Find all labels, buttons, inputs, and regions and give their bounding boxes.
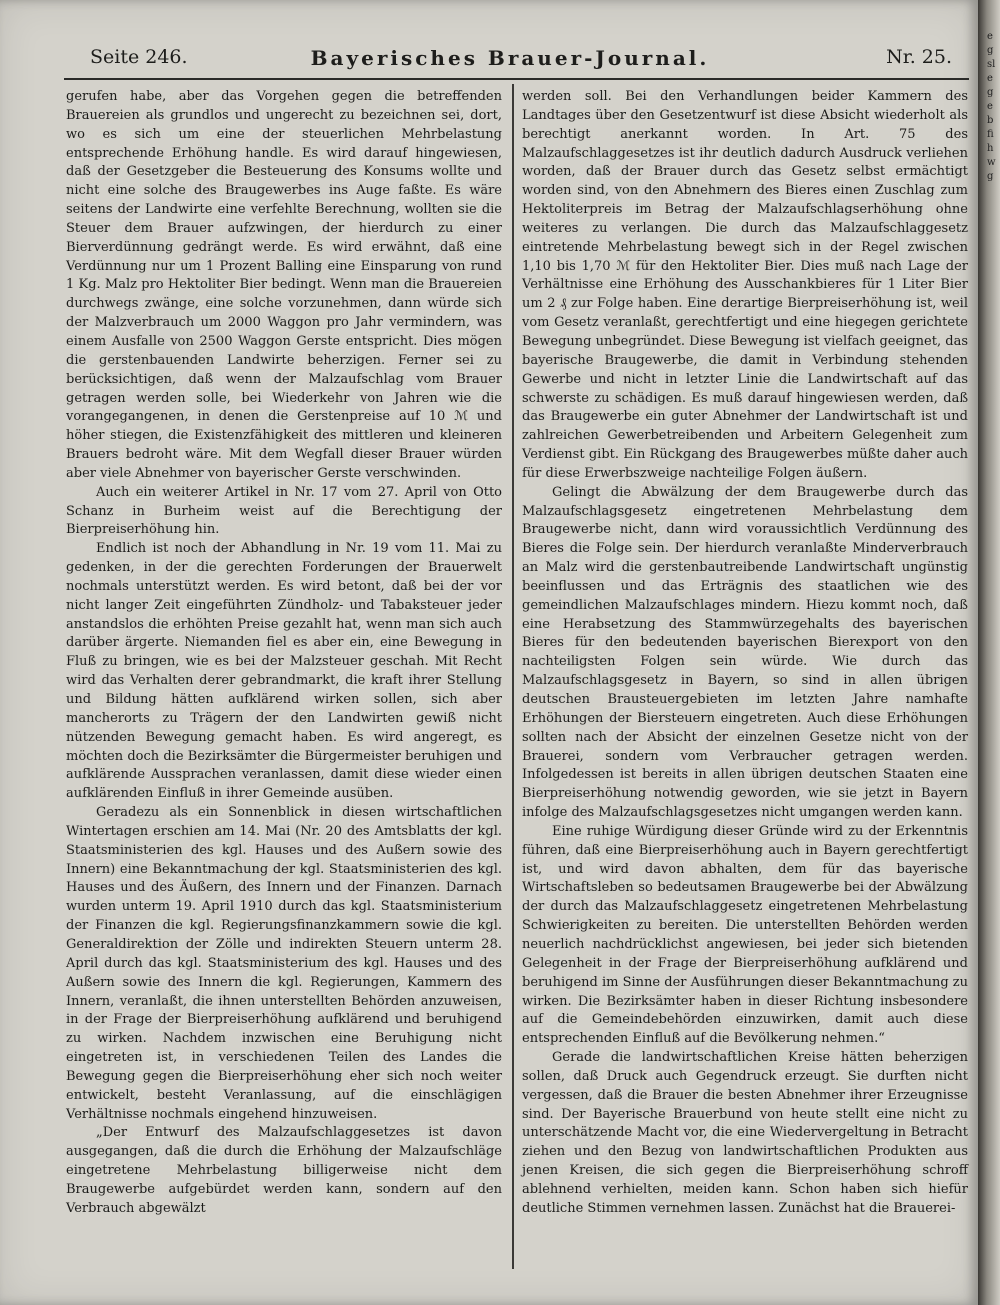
paragraph: Auch ein weiterer Artikel in Nr. 17 vom 27. April von Otto Schanz in Burheim weist auf die Berechtigung der Bierpreiserhöhung hin. bbox=[66, 484, 502, 538]
paragraph: gerufen habe, aber das Vorgehen gegen die betreffenden Brauereien als grundlos und ungerecht zu bezeichnen sei, dort, wo es sich um eine der steuerlichen Mehrbelastung entsprechende Erhöhung handle. Es wird darauf hingewiesen, daß der Gesetzgeber die Besteuerung des Konsums wollte und nicht eine solche des Braugewerbes ins Auge faßte. Es wäre seitens der Landwirte eine verfehlte Berechnung, wollten sie die Steuer dem Brauer aufzwingen, der hierdurch zu einer Bierverdünnung gedrängt werde. Es wird erwähnt, daß eine Verdünnung nur um 1 Prozent Balling eine Einsparung von rund 1 Kg. Malz pro Hektoliter Bier bedingt. Wenn man die Brauereien durchwegs zwänge, eine solche vorzunehmen, dann würde sich der Malzverbrauch um 2000 Waggon pro Jahr vermindern, was einem Ausfalle von 2500 Waggon Gerste entspricht. Dies mögen die gerstenbauenden Landwirte beherzigen. Ferner sei zu berücksichtigen, daß wenn der Malzaufschlag vom Brauer getragen werden solle, bei Wiederkehr von Jahren wie die vorangegangenen, in denen die Gerstenpreise auf 10 ℳ und höher stiegen, die Existenzfähigkeit des mittleren und kleineren Brauers bedroht wäre. Mit dem Wegfall dieser Brauer würden aber viele Abnehmer von bayerischer Gerste verschwinden. bbox=[66, 89, 502, 481]
page-number: Seite 246. bbox=[90, 46, 188, 68]
paragraph: Eine ruhige Würdigung dieser Gründe wird zu der Erkenntnis führen, daß eine Bierpreiserhöhung auch in Bayern gerechtfertigt ist, und wird davon abhalten, dem für das bayerische Wirtschaftsleben so bedeutsamen Braugewerbe bei der Abwälzung der durch das Malzaufschlaggesetz eingetretenen Mehrbelastung Schwierigkeiten zu bereiten. Die unterstellten Behörden werden neuerlich nachdrücklichst angewiesen, bei jeder sich bietenden Gelegenheit in der Frage der Bierpreiserhöhung aufklärend und beruhigend im Sinne der Ausführungen dieser Bekanntmachung zu wirken. Die Bezirksämter haben in dieser Richtung insbesondere auf die Gemeindebehörden einzuwirken, damit auch diese entsprechenden Einfluß auf die Bevölkerung nehmen.“ bbox=[522, 823, 968, 1047]
journal-title: Bayerisches Brauer-Journal. bbox=[310, 46, 710, 70]
paragraph: Gerade die landwirtschaftlichen Kreise hätten beherzigen sollen, daß Druck auch Gegendruck erzeugt. Sie durften nicht vergessen, daß die Brauer die besten Abnehmer ihrer Erzeugnisse sind. Der Bayerische Brauerbund von heute stellt eine nicht zu unterschätzende Macht vor, die eine Wiedervergeltung in Betracht ziehen und den Bezug von landwirtschaftlichen Produkten aus jenen Kreisen, die sich gegen die Bierpreiserhöhung schroff ablehnend verhielten, meiden kann. Schon haben sich hiefür deutliche Stimmen vernehmen lassen. Zunächst hat die Brauerei- bbox=[522, 1050, 968, 1216]
paragraph: Gelingt die Abwälzung der dem Braugewerbe durch das Malzaufschlagsgesetz eingetretenen Mehrbelastung dem Braugewerbe nicht, dann wird voraussichtlich Verdünnung des Bieres die Folge sein. Der hierdurch veranlaßte Minderverbrauch an Malz wird die gerstenbautreibende Landwirtschaft ungünstig beeinflussen und das Erträgnis des staatlichen wie des gemeindlichen Malzaufschlages mindern. Hiezu kommt noch, daß eine Herabsetzung des Stammwürzegehalts des bayerischen Bieres für den bedeutenden bayerischen Bierexport von den nachteiligsten Folgen sein würde. Wie durch das Malzaufschlagsgesetz in Bayern, so sind in allen übrigen deutschen Brausteuergebieten im letzten Jahre namhafte Erhöhungen der Biersteuern eingetreten. Auch diese Erhöhungen sollten nach der Absicht der einzelnen Gesetze nicht von der Brauerei, sondern vom Verbraucher getragen werden. Infolgedessen ist bereits in allen übrigen deutschen Staaten eine Bierpreiserhöhung notwendig geworden, wie sie jetzt in Bayern infolge des Malzaufschlagsgesetzes nicht umgangen werden kann. bbox=[522, 484, 968, 821]
paragraph: Geradezu als ein Sonnenblick in diesen wirtschaftlichen Wintertagen erschien am 14. Mai (Nr. 20 des Amtsblatts der kgl. Staatsministerien des kgl. Hauses und des Außern sowie des Innern) eine Bekanntmachung der kgl. Staatsministerien des kgl. Hauses und des Äußern, des Innern und der Finanzen. Darnach wurden unterm 19. April 1910 durch das kgl. Staatsministerium der Finanzen die kgl. Regierungsfinanzkammern sowie die kgl. Generaldirektion der Zölle und indirekten Steuern unterm 28. April durch das kgl. Staatsministerium des kgl. Hauses und des Außern sowie des Innern die kgl. Regierungen, Kammern des Innern, veranlaßt, die ihnen unterstellten Behörden anzuweisen, in der Frage der Bierpreiserhöhung aufklärend und beruhigend zu wirken. Nachdem inzwischen eine Beruhigung nicht eingetreten ist, in verschiedenen Teilen des Landes die Bewegung gegen die Bierpreiserhöhung eher sich noch weiter entwickelt, besteht Veranlassung, auf die einschlägigen Verhältnisse nochmals eingehend hinzuweisen. bbox=[66, 805, 502, 1122]
facing-page-fragments: e g sl e g e b fi h w g bbox=[987, 31, 996, 182]
paragraph: „Der Entwurf des Malzaufschlaggesetzes ist davon ausgegangen, daß die durch die Erhöhung der Malzaufschläge eingetretene Mehrbelastung billigerweise nicht dem Braugewerbe aufgebürdet werden kann, sondern auf den Verbrauch abgewälzt bbox=[66, 1125, 502, 1216]
paragraph: werden soll. Bei den Verhandlungen beider Kammern des Landtages über den Gesetzentwurf ist diese Absicht wiederholt als berechtigt anerkannt worden. In Art. 75 des Malzaufschlaggesetzes ist ihr deutlich dadurch Ausdruck verliehen worden, daß der Brauer durch das Gesetz selbst ermächtigt worden sind, von den Abnehmern des Bieres einen Zuschlag zum Hektoliterpreis im Betrag der Malzaufschlagserhöhung ohne weiteres zu verlangen. Die durch das Malzaufschlaggesetz eintretende Mehrbelastung bewegt sich in der Regel zwischen 1,10 bis 1,70 ℳ für den Hektoliter Bier. Dies muß nach Lage der Verhältnisse eine Erhöhung des Ausschankbieres für 1 Liter Bier um 2 ₰ zur Folge haben. Eine derartige Bierpreiserhöhung ist, weil vom Gesetz veranlaßt, gerechtfertigt und eine hiegegen gerichtete Bewegung unbegründet. Diese Bewegung ist vielfach geeignet, das bayerische Braugewerbe, die damit in Verbindung stehenden Gewerbe und nicht in letzter Linie die Landwirtschaft auf das schwerste zu schädigen. Es muß darauf hingewiesen werden, daß das Braugewerbe ein guter Abnehmer der Landwirtschaft ist und zahlreichen Gewerbetreibenden und Arbeitern Gelegenheit zum Verdienst gibt. Ein Rückgang des Braugewerbes müßte daher auch für diese Erwerbszweige nachteilige Folgen äußern. bbox=[522, 89, 968, 481]
header-rule bbox=[64, 78, 969, 80]
issue-number: Nr. 25. bbox=[886, 46, 952, 68]
page-header bbox=[60, 46, 960, 78]
right-column bbox=[522, 88, 968, 1219]
facing-page-edge bbox=[978, 0, 1000, 1305]
left-column bbox=[66, 88, 502, 1219]
column-divider bbox=[512, 84, 514, 1269]
paragraph: Endlich ist noch der Abhandlung in Nr. 19 vom 11. Mai zu gedenken, in der die gerechten Forderungen der Brauerwelt nochmals unterstützt werden. Es wird betont, daß bei der vor nicht langer Zeit eingeführten Zündholz- und Tabaksteuer jeder anstandslos die erhöhten Preise gezahlt hat, wenn man sich auch darüber ärgerte. Niemanden fiel es aber ein, eine Bewegung in Fluß zu bringen, wie es bei der Malzsteuer geschah. Mit Recht wird das Verhalten derer gebrandmarkt, die kraft ihrer Stellung und Bildung hätten aufklärend wirken sollen, sich aber mancherorts zu Trägern der den Landwirten gewiß nicht nützenden Bewegung gemacht haben. Es wird angeregt, es möchten doch die Bezirksämter die Bürgermeister beruhigen und aufklärende Aussprachen veranlassen, damit diese wieder einen aufklärenden Einfluß in ihrer Gemeinde ausüben. bbox=[66, 541, 502, 802]
